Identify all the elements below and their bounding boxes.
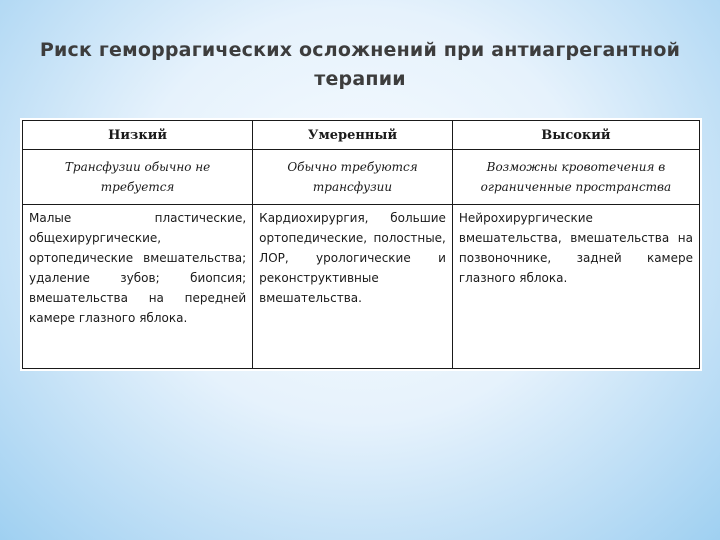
- procedures-moderate-risk: Кардиохирургия, большие ортопедические, полостные, ЛОР, урологические и реконструктивные вмешательства.: [253, 205, 453, 369]
- header-high-risk: Высокий: [452, 121, 699, 150]
- note-low-risk: Трансфузии обычно не требуется: [23, 150, 253, 205]
- procedures-high-risk: Нейрохирургические вмешательства, вмешательства на позвоночнике, задней камере глазного яблока.: [452, 205, 699, 369]
- header-low-risk: Низкий: [23, 121, 253, 150]
- note-moderate-risk: Обычно требуются трансфузии: [253, 150, 453, 205]
- slide-title: Риск геморрагических осложнений при антиагрегантной терапии: [39, 39, 681, 90]
- table-header-row: [23, 121, 700, 150]
- procedures-low-risk: Малые пластические, общехирургические, ортопедические вмешательства; удаление зубов; биопсия; вмешательства на передней камере глазного яблока.: [23, 205, 253, 369]
- bleeding-risk-table-container: [20, 118, 702, 371]
- bleeding-risk-table: [22, 120, 700, 369]
- note-high-risk: Возможны кровотечения в ограниченные пространства: [452, 150, 699, 205]
- table-row-transfusion: [23, 150, 700, 205]
- table-row-procedures: [23, 205, 700, 369]
- header-moderate-risk: Умеренный: [253, 121, 453, 150]
